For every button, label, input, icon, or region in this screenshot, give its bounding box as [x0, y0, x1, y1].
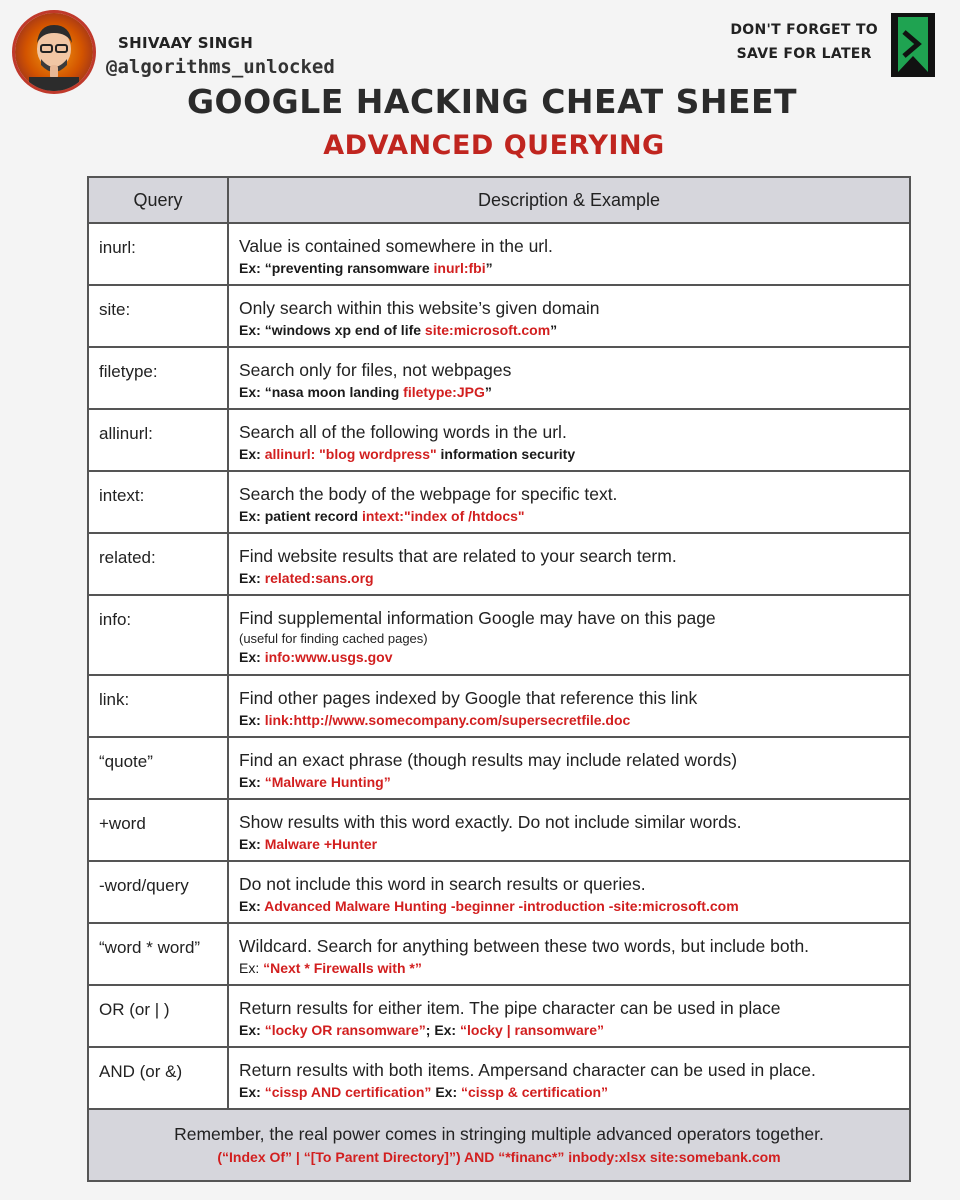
table-row	[89, 284, 909, 346]
example: Ex: “Malware Hunting”	[239, 774, 391, 790]
example: Ex: link:http://www.somecompany.com/supersecretfile.doc	[239, 712, 631, 728]
query-cell: +word	[89, 800, 229, 860]
example: Ex: “preventing ransomware inurl:fbi”	[239, 260, 493, 276]
save-reminder-line2: SAVE FOR LATER	[736, 46, 872, 62]
description-cell	[229, 986, 909, 1046]
table-footer	[89, 1108, 909, 1180]
table-row	[89, 736, 909, 798]
page-subtitle: ADVANCED QUERYING	[323, 130, 665, 161]
description-cell	[229, 738, 909, 798]
description-text: Search the body of the webpage for specific text.	[239, 484, 618, 504]
description-cell	[229, 472, 909, 532]
author-name: SHIVAAY SINGH	[118, 34, 254, 52]
example: Ex: “nasa moon landing filetype:JPG”	[239, 384, 492, 400]
query-cell: -word/query	[89, 862, 229, 922]
description-text: Do not include this word in search results or queries.	[239, 874, 646, 894]
table-row	[89, 1046, 909, 1108]
footer-text: Remember, the real power comes in stringing multiple advanced operators together.	[174, 1124, 824, 1144]
table-row	[89, 346, 909, 408]
footer-example: (“Index Of” | “[To Parent Directory]”) AND “*financ*” inbody:xlsx site:somebank.com	[217, 1149, 781, 1165]
example: Ex: allinurl: "blog wordpress" information security	[239, 446, 576, 462]
description-cell	[229, 676, 909, 736]
description-text: Find an exact phrase (though results may include related words)	[239, 750, 738, 770]
description-text: Find other pages indexed by Google that reference this link	[239, 688, 698, 708]
avatar-image	[15, 13, 93, 91]
table-row	[89, 674, 909, 736]
table-row	[89, 984, 909, 1046]
description-cell	[229, 534, 909, 594]
description-text: Return results with both items. Ampersand character can be used in place.	[239, 1060, 816, 1080]
description-text: Value is contained somewhere in the url.	[239, 236, 553, 256]
description-cell	[229, 1048, 909, 1108]
table-row	[89, 922, 909, 984]
description-cell	[229, 924, 909, 984]
query-cell: info:	[89, 596, 229, 674]
table-row	[89, 470, 909, 532]
query-cell: OR (or | )	[89, 986, 229, 1046]
author-block	[106, 34, 335, 78]
description-cell	[229, 596, 909, 674]
table-row	[89, 594, 909, 674]
query-cell: “quote”	[89, 738, 229, 798]
description-text: Find supplemental information Google may have on this page	[239, 608, 716, 628]
description-text: Show results with this word exactly. Do not include similar words.	[239, 812, 742, 832]
query-cell: inurl:	[89, 224, 229, 284]
cheat-sheet-table	[87, 176, 911, 1182]
author-handle[interactable]: @algorithms_unlocked	[106, 56, 335, 78]
table-row	[89, 860, 909, 922]
query-cell: filetype:	[89, 348, 229, 408]
example: Ex: “Next * Firewalls with *”	[239, 960, 422, 976]
save-reminder-line1: DON'T FORGET TO	[730, 22, 878, 38]
table-header	[89, 178, 909, 222]
description-cell	[229, 348, 909, 408]
query-cell: site:	[89, 286, 229, 346]
query-cell: related:	[89, 534, 229, 594]
description-cell	[229, 286, 909, 346]
table-row	[89, 408, 909, 470]
column-header-description: Description & Example	[477, 189, 661, 210]
query-cell: intext:	[89, 472, 229, 532]
example: Ex: “locky OR ransomware”; Ex: “locky | ransomware”	[239, 1022, 604, 1038]
example: Ex: “windows xp end of life site:microsoft.com”	[239, 322, 558, 338]
description-cell	[229, 862, 909, 922]
query-cell: allinurl:	[89, 410, 229, 470]
description-text: Find website results that are related to your search term.	[239, 546, 677, 566]
description-cell	[229, 224, 909, 284]
table-row	[89, 532, 909, 594]
example: Ex: related:sans.org	[239, 570, 374, 586]
page-title: GOOGLE HACKING CHEAT SHEET	[186, 82, 798, 121]
query-cell: “word * word”	[89, 924, 229, 984]
bookmark-icon[interactable]	[890, 12, 936, 78]
table-row	[89, 798, 909, 860]
description-cell	[229, 410, 909, 470]
description-text: Search only for files, not webpages	[239, 360, 512, 380]
example: Ex: Advanced Malware Hunting -beginner -introduction -site:microsoft.com	[239, 898, 739, 914]
description-text: Search all of the following words in the url.	[239, 422, 567, 442]
description-text: Only search within this website’s given domain	[239, 298, 600, 318]
query-cell: AND (or &)	[89, 1048, 229, 1108]
description-text: Return results for either item. The pipe character can be used in place	[239, 998, 781, 1018]
table-row	[89, 222, 909, 284]
description-cell	[229, 800, 909, 860]
example: Ex: Malware +Hunter	[239, 836, 378, 852]
example: Ex: “cissp AND certification” Ex: “cissp & certification”	[239, 1084, 609, 1100]
header	[0, 0, 960, 170]
query-cell: link:	[89, 676, 229, 736]
example: Ex: patient record intext:"index of /htdocs"	[239, 508, 525, 524]
column-header-query: Query	[89, 178, 229, 222]
example: Ex: info:www.usgs.gov	[239, 649, 393, 665]
description-text: Wildcard. Search for anything between these two words, but include both.	[239, 936, 810, 956]
save-reminder	[730, 18, 878, 66]
description-note: (useful for finding cached pages)	[239, 631, 428, 646]
